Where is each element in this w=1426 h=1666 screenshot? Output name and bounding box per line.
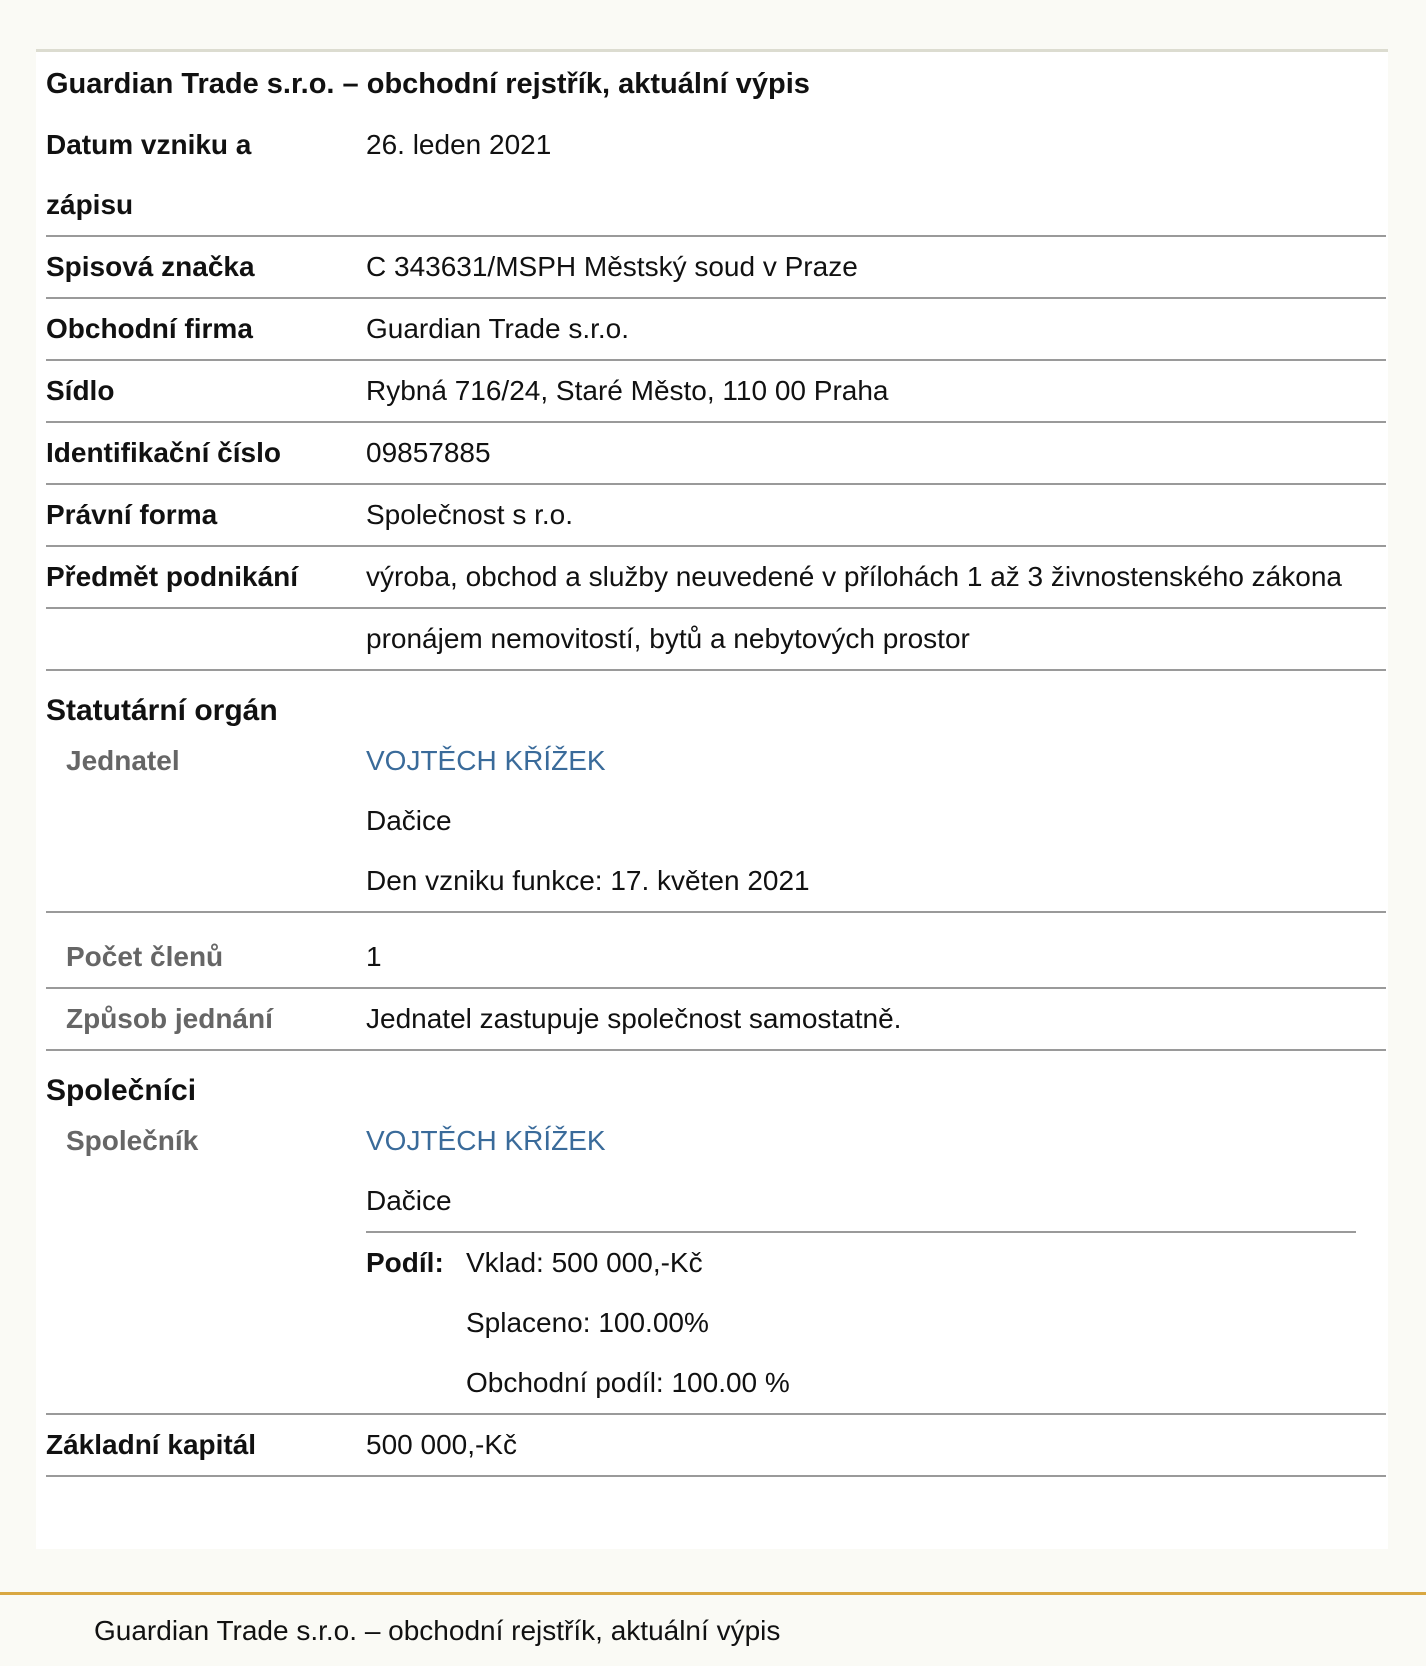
value-sidlo: Rybná 716/24, Staré Město, 110 00 Praha: [366, 375, 889, 406]
row-spolecnik: [46, 1111, 1386, 1415]
label-predmet-podnikani: Předmět podnikání: [46, 561, 299, 592]
label-jednatel: Jednatel: [66, 745, 180, 776]
jednatel-since: Den vzniku funkce: 17. květen 2021: [366, 865, 810, 896]
label-spisova-znacka: Spisová značka: [46, 251, 255, 282]
section-statutarni-organ: Statutární orgán: [46, 694, 278, 727]
value-spisova-znacka: C 343631/MSPH Městský soud v Praze: [366, 251, 858, 282]
row-jednatel: [46, 731, 1386, 913]
row-datum-vzniku: [46, 115, 1386, 237]
label-spolecnik: Společník: [66, 1125, 199, 1156]
value-predmet-1: výroba, obchod a služby neuvedené v přílohách 1 až 3 živnostenského zákona: [366, 561, 1342, 592]
section-spolecnici: Společníci: [46, 1074, 197, 1107]
card-title: Guardian Trade s.r.o. – obchodní rejstřík, aktuální výpis: [46, 68, 810, 100]
podil-obchodni: Obchodní podíl: 100.00 %: [466, 1367, 790, 1398]
podil-label: Podíl:: [366, 1247, 444, 1278]
value-datum-vzniku: 26. leden 2021: [366, 129, 552, 160]
podil-block: [366, 1233, 1386, 1413]
label-empty: [46, 609, 366, 669]
row-ico: [46, 423, 1386, 485]
footer-title: Guardian Trade s.r.o. – obchodní rejstřík, aktuální výpis: [94, 1615, 781, 1646]
podil-vklad: Vklad: 500 000,-Kč: [466, 1247, 703, 1278]
value-obchodni-firma: Guardian Trade s.r.o.: [366, 313, 630, 344]
registry-table: [46, 115, 1386, 1477]
value-zpusob-jednani: Jednatel zastupuje společnost samostatně.: [366, 1003, 902, 1034]
row-pravni-forma: [46, 485, 1386, 547]
row-pocet-clenu: [46, 913, 1386, 989]
label-zpusob-jednani: Způsob jednání: [66, 1003, 273, 1034]
jednatel-city: Dačice: [366, 805, 452, 836]
row-predmet-podnikani: [46, 547, 1386, 609]
value-predmet-2: pronájem nemovitostí, bytů a nebytových prostor: [366, 623, 970, 654]
label-pocet-clenu: Počet členů: [66, 941, 224, 972]
label-datum-vzniku: Datum vzniku a zápisu: [46, 129, 252, 220]
row-zakladni-kapital: [46, 1415, 1386, 1477]
label-ico: Identifikační číslo: [46, 437, 281, 468]
value-spolecnik: [366, 1111, 1386, 1413]
value-pravni-forma: Společnost s r.o.: [366, 499, 574, 530]
row-sidlo: [46, 361, 1386, 423]
value-ico: 09857885: [366, 437, 491, 468]
label-sidlo: Sídlo: [46, 375, 115, 406]
row-spisova-znacka: [46, 237, 1386, 299]
value-pocet-clenu: 1: [366, 941, 382, 972]
value-jednatel: [366, 731, 1386, 911]
row-predmet-podnikani-2: [46, 609, 1386, 671]
podil-details: [466, 1233, 790, 1413]
spolecnik-city: Dačice: [366, 1185, 452, 1216]
footer-bar: [0, 1592, 1426, 1666]
spolecnik-name-link[interactable]: VOJTĚCH KŘÍŽEK: [366, 1125, 606, 1156]
label-pravni-forma: Právní forma: [46, 499, 218, 530]
label-zakladni-kapital: Základní kapitál: [46, 1429, 257, 1460]
value-zakladni-kapital: 500 000,-Kč: [366, 1429, 517, 1460]
row-obchodni-firma: [46, 299, 1386, 361]
label-obchodni-firma: Obchodní firma: [46, 313, 253, 344]
row-zpusob-jednani: [46, 989, 1386, 1051]
podil-splaceno: Splaceno: 100.00%: [466, 1307, 709, 1338]
registry-card: [36, 49, 1388, 1549]
jednatel-name-link[interactable]: VOJTĚCH KŘÍŽEK: [366, 745, 606, 776]
